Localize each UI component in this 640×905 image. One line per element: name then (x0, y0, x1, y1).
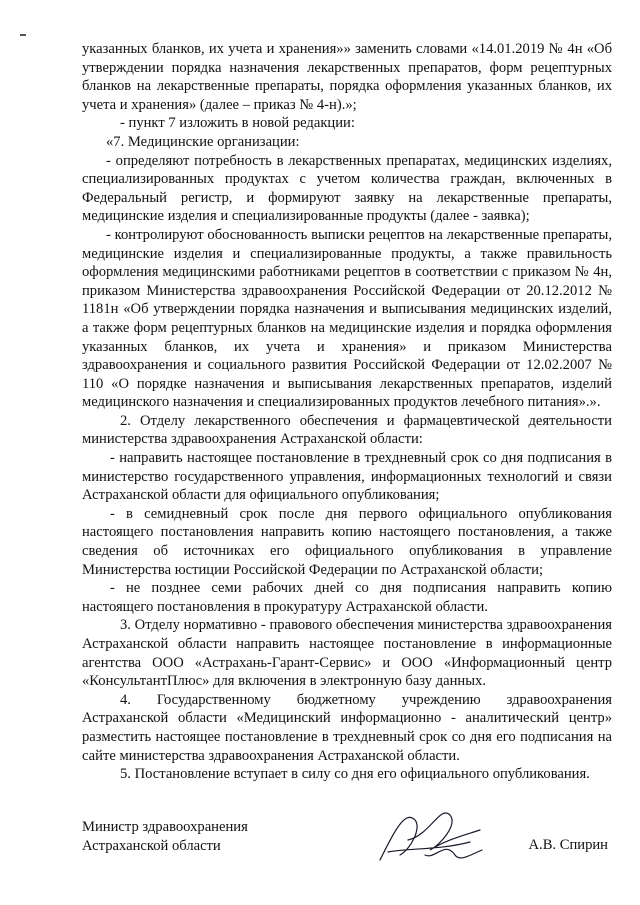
paragraph-3: «7. Медицинские организации: (106, 133, 300, 150)
paragraph-8: - в семидневный срок после дня первого официального опубликования настоящего постановления направить копию настоящего постановления, а также сведения об источниках его официального опубликования в управление Министерства юстиции Российской Федерации по Астраханской области; (82, 505, 612, 578)
paragraph-11: 4. Государственному бюджетному учреждению здравоохранения Астраханской области «Медицинский информационно - аналитический центр» разместить настоящее постановление в трехдневный срок со дня его подписания на сайте министерства здравоохранения Астраханской области. (82, 691, 612, 764)
paragraph-2: - пункт 7 изложить в новой редакции: (120, 115, 355, 132)
handwritten-signature (370, 800, 490, 875)
position-line-2: Астраханской области (82, 837, 221, 854)
signatory-name: А.В. Спирин (528, 837, 608, 853)
paragraph-1: указанных бланков, их учета и хранения»» заменить словами «14.01.2019 № 4н «Об утверждении порядка назначения лекарственных препаратов, форм рецептурных бланков на лекарственные препараты, порядка оформления указанных бланков, их учета и хранения» (далее – приказ № 4-н).»; (82, 41, 612, 113)
paragraph-5: - контролируют обоснованность выписки рецептов на лекарственные препараты, медицинские изделия и специализированные продукты, а также правильность оформления медицинскими работниками рецептов в соответствии с приказом № 4н, приказом Министерства здравоохранения Российской Федерации от 20.12.2012 № 1181н «Об утверждении порядка назначения и выписывания медицинских изделий, а также форм рецептурных бланков на медицинские изделия и порядка оформления указанных бланков, их учета и хранения» и приказом Министерства здравоохранения и социального развития Российской Федерации от 12.02.2007 № 110 «О порядке назначения и выписывания лекарственных препаратов, изделий медицинского назначения и специализированных продуктов лечебного питания».». (82, 226, 612, 411)
paragraph-9: - не позднее семи рабочих дней со дня подписания направить копию настоящего постановления в прокуратуру Астраханской области. (82, 580, 612, 615)
document-body (82, 40, 612, 784)
paragraph-4: - определяют потребность в лекарственных препаратах, медицинских изделиях, специализированных продуктах с учетом количества граждан, включенных в Федеральный регистр, и формируют заявку на лекарственные препараты, медицинские изделия и специализированные продукты (далее - заявка); (82, 152, 612, 225)
paragraph-7: - направить настоящее постановление в трехдневный срок со дня подписания в министерство государственного управления, информационных технологий и связи Астраханской области для официального опубликования; (82, 450, 612, 504)
scan-speck (20, 34, 26, 36)
signatory-position (82, 818, 248, 855)
paragraph-12: 5. Постановление вступает в силу со дня его официального опубликования. (120, 766, 590, 783)
paragraph-6: 2. Отделу лекарственного обеспечения и фармацевтической деятельности министерства здравоохранения Астраханской области: (82, 412, 612, 448)
paragraph-10: 3. Отделу нормативно - правового обеспечения министерства здравоохранения Астраханской области направить настоящее постановление в информационные агентства ООО «Астрахань-Гарант-Сервис» и ООО «Информационный центр «КонсультантПлюс» для включения в электронную базу данных. (82, 617, 612, 690)
position-line-1: Министр здравоохранения (82, 819, 248, 835)
